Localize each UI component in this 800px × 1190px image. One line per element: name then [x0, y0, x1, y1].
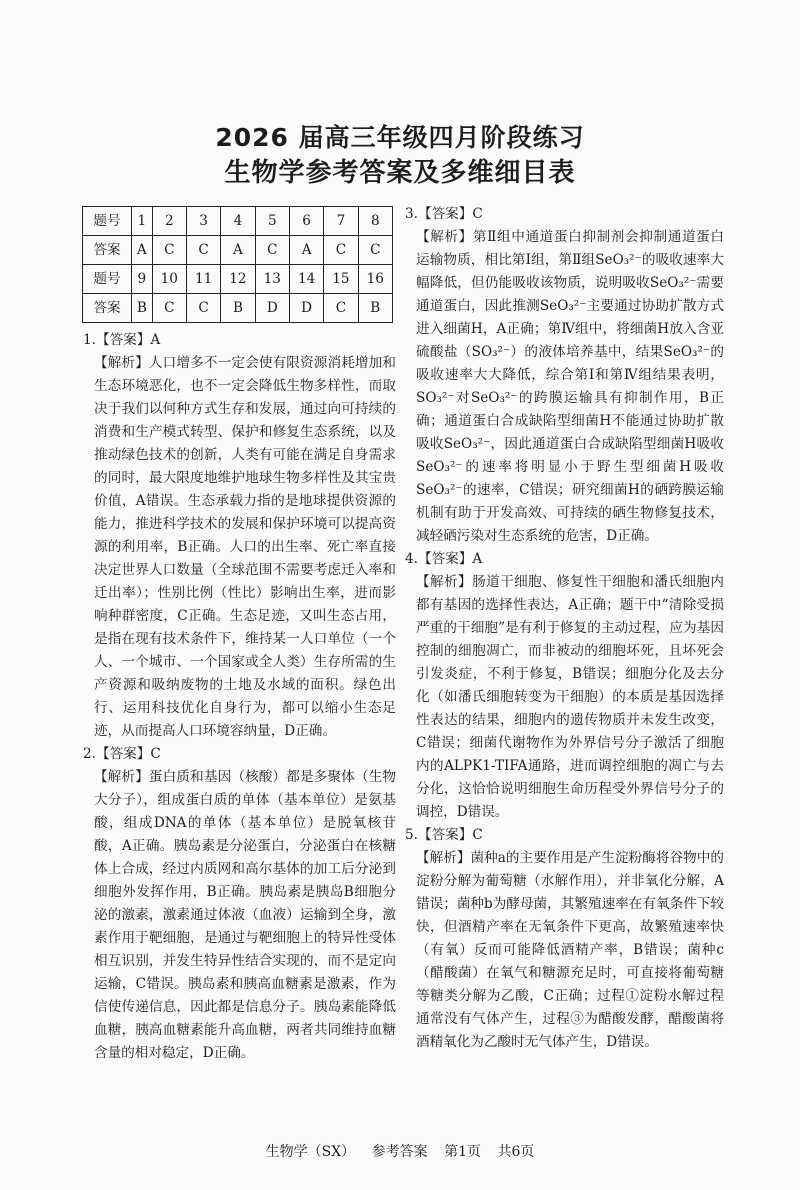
answer-table-cell: 13: [255, 265, 289, 294]
question-1-analysis: 【解析】人口增多不一定会使有限资源消耗增加和生态环境恶化，也不一定会降低生物多样性，而取决于我们以何种方式生存和发展，通过向可持续的消费和生产模式转型、保护和修复生态系统，以及推动绿色技术的创新，人类有可能在满足自身需求的同时，最大限度地维护地球生物多样性及其宝贵价值，A错误。生态承载力指的是地球提供资源的能力，推进科学技术的发展和保护环境可以提高资源的利用率，B正确。人口的出生率、死亡率直接决定世界人口数量（全球范围不需要考虑迁入率和迁出率）；性别比例（性比）影响出生率，进而影响种群密度，C正确。生态足迹，又叫生态占用，是指在现有技术条件下，维持某一人口单位（一个人、一个城市、一个国家或全人类）生存所需的生产资源和吸纳废物的土地及水域的面积。绿色出行、运用科技优化自身行为，都可以缩小生态足迹，从而提高人口环境容纳量，D正确。: [94, 355, 396, 739]
answer-table-cell: 8: [358, 207, 392, 236]
answer-table-cell: 4: [221, 207, 255, 236]
answer-table-row: [83, 207, 393, 236]
answer-table-cell: 1: [132, 207, 153, 236]
question-1: [80, 329, 396, 743]
answer-table-cell: B: [358, 294, 392, 323]
question-3-answer: 3.【答案】C: [405, 206, 483, 222]
answer-table-cell: B: [221, 294, 255, 323]
answer-table-cell: C: [255, 236, 289, 265]
answer-table-cell: 3: [186, 207, 220, 236]
answer-table-cell: C: [324, 236, 358, 265]
answer-table: [82, 206, 393, 323]
question-4: [402, 548, 724, 824]
footer-subject: 生物学（SX）: [265, 1144, 356, 1160]
answer-table-cell: 15: [324, 265, 358, 294]
page-subtitle: 生物学参考答案及多维细目表: [224, 158, 576, 188]
answer-table-cell: A: [221, 236, 255, 265]
question-1-answer: 1.【答案】A: [83, 332, 161, 348]
answer-table-cell: A: [132, 236, 153, 265]
answer-table-cell: 16: [358, 265, 392, 294]
answer-table-cell: A: [289, 236, 323, 265]
footer-total: 共6页: [497, 1144, 535, 1160]
question-4-answer: 4.【答案】A: [405, 551, 483, 567]
answer-table-cell: 12: [221, 265, 255, 294]
answer-table-header-cell: 题号: [83, 207, 132, 236]
question-5: [402, 824, 724, 1054]
answer-table-cell: C: [152, 294, 186, 323]
answer-table-row: [83, 294, 393, 323]
answer-table-cell: C: [186, 294, 220, 323]
answer-table-cell: 5: [255, 207, 289, 236]
answer-table-cell: C: [186, 236, 220, 265]
footer-kind: 参考答案: [371, 1144, 428, 1160]
answer-table-row: [83, 236, 393, 265]
answer-table-cell: 7: [324, 207, 358, 236]
answer-table-cell: 11: [186, 265, 220, 294]
question-3: [402, 203, 724, 548]
question-5-answer: 5.【答案】C: [405, 827, 483, 843]
answer-table-cell: 2: [152, 207, 186, 236]
answer-table-cell: D: [289, 294, 323, 323]
page-footer: [0, 1141, 800, 1161]
answer-table-row: [83, 265, 393, 294]
answer-table-cell: D: [255, 294, 289, 323]
answer-table-cell: 10: [152, 265, 186, 294]
question-2-answer: 2.【答案】C: [83, 746, 161, 762]
question-4-analysis: 【解析】肠道干细胞、修复性干细胞和潘氏细胞内都有基因的选择性表达，A正确；题干中“清除受损严重的干细胞”是有利于修复的主动过程，应为基因控制的细胞凋亡，而非被动的细胞坏死，且坏死会引发炎症，不利于修复，B错误；细胞分化及去分化（如潘氏细胞转变为干细胞）的本质是基因选择性表达的结果，细胞内的遗传物质并未发生改变，C错误；细菌代谢物作为外界信号分子激活了细胞内的ALPK1-TIFA通路，进而调控细胞的凋亡与去分化，这恰恰说明细胞生命历程受外界信号分子的调控，D错误。: [416, 574, 724, 820]
answer-table-header-cell: 题号: [83, 265, 132, 294]
answer-table-cell: 9: [132, 265, 153, 294]
question-3-analysis: 【解析】第Ⅱ组中通道蛋白抑制剂会抑制通道蛋白运输物质，相比第Ⅰ组，第Ⅱ组SeO₃²⁻的吸收速率大幅降低，但仍能吸收该物质，说明吸收SeO₃²⁻需要通道蛋白，因此推测SeO₃²⁻主要通过协助扩散方式进入细菌H，A正确；第Ⅳ组中，将细菌H放入含亚硫酸盐（SO₃²⁻）的液体培养基中，结果SeO₃²⁻的吸收速率大大降低，综合第Ⅰ和第Ⅳ组结果表明，SO₃²⁻对SeO₃²⁻的跨膜运输具有抑制作用，B正确；通道蛋白合成缺陷型细菌H不能通过协助扩散吸收SeO₃²⁻，因此通道蛋白合成缺陷型细菌H吸收SeO₃²⁻的速率将明显小于野生型细菌H吸收SeO₃²⁻的速率，C错误；研究细菌H的硒跨膜运输机制有助于开发高效、可持续的硒生物修复技术，减轻硒污染对生态系统的危害，D正确。: [416, 229, 724, 544]
left-column: [80, 206, 396, 1065]
answer-table-cell: 14: [289, 265, 323, 294]
right-column: [402, 203, 724, 1054]
answer-table-cell: C: [358, 236, 392, 265]
question-2-analysis: 【解析】蛋白质和基因（核酸）都是多聚体（生物大分子），组成蛋白质的单体（基本单位）是氨基酸，组成DNA的单体（基本单位）是脱氧核苷酸，A正确。胰岛素是分泌蛋白，分泌蛋白在核糖体上合成，经过内质网和高尔基体的加工后分泌到细胞外发挥作用，B正确。胰岛素是胰岛B细胞分泌的激素，激素通过体液（血液）运输到全身，激素作用于靶细胞，是通过与靶细胞上的特异性受体相互识别，并发生特异性结合实现的，而不是定向运输，C错误。胰岛素和胰高血糖素是激素，作为信使传递信息，因此都是信息分子。胰岛素能降低血糖，胰高血糖素能升高血糖，两者共同维持血糖含量的相对稳定，D正确。: [94, 769, 396, 1061]
answer-table-cell: 6: [289, 207, 323, 236]
answer-table-cell: B: [132, 294, 153, 323]
answer-table-header-cell: 答案: [83, 236, 132, 265]
question-2: [80, 743, 396, 1065]
footer-page: 第1页: [444, 1144, 481, 1160]
answer-table-cell: C: [324, 294, 358, 323]
answer-table-header-cell: 答案: [83, 294, 132, 323]
question-5-analysis: 【解析】菌种a的主要作用是产生淀粉酶将谷物中的淀粉分解为葡萄糖（水解作用），并非氧化分解，A错误；菌种b为酵母菌，其繁殖速率在有氧条件下较快，但酒精产率在无氧条件下更高，故繁殖速率快（有氧）反而可能降低酒精产率，B错误；菌种c（醋酸菌）在氧气和糖源充足时，可直接将葡萄糖等糖类分解为乙酸，C正确；过程①淀粉水解过程通常没有气体产生，过程③为醋酸发酵，醋酸菌将酒精氧化为乙酸时无气体产生，D错误。: [416, 850, 724, 1050]
answer-table-cell: C: [152, 236, 186, 265]
page-title: 2026 届高三年级四月阶段练习: [215, 123, 585, 152]
